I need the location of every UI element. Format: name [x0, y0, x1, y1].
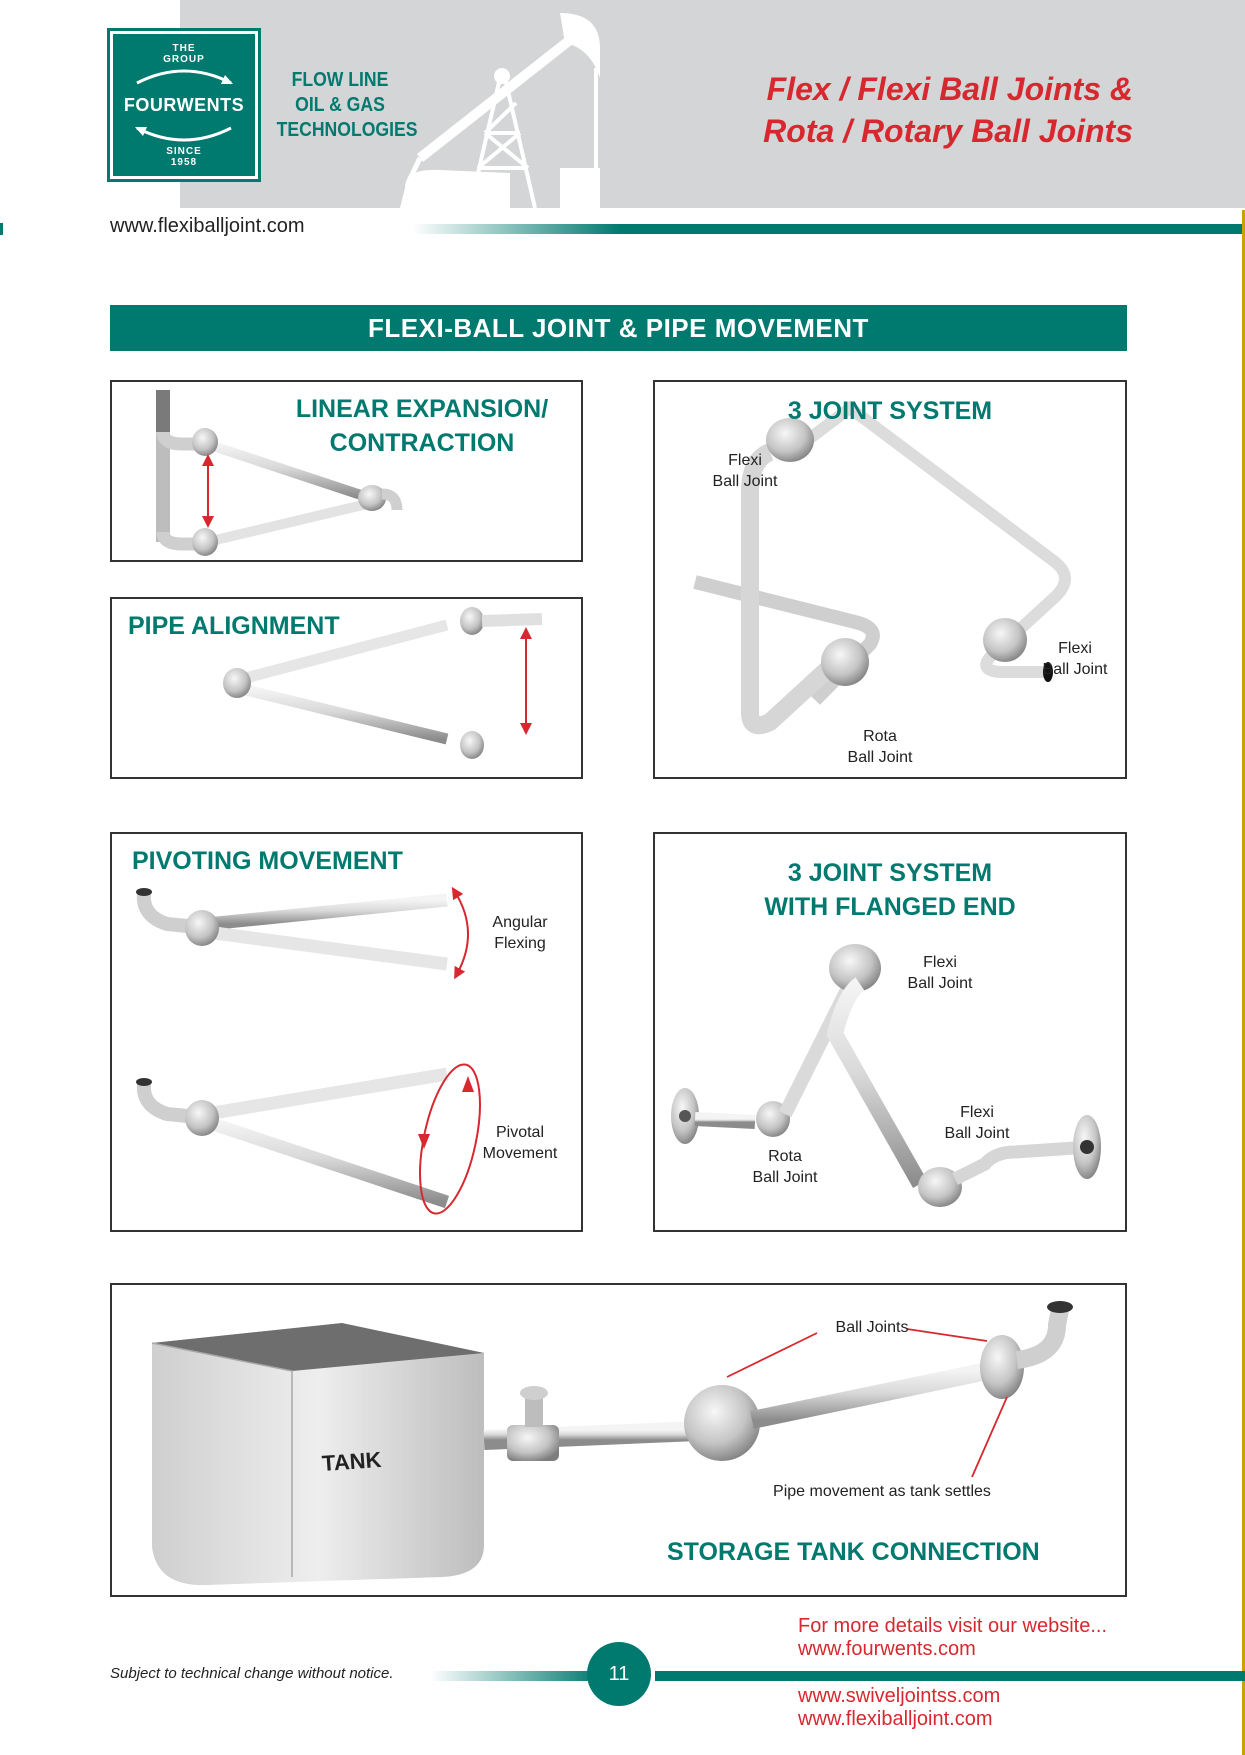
- document-title: [680, 68, 1133, 152]
- tank-label: TANK: [321, 1446, 383, 1477]
- footer-link-flexiballjoint[interactable]: www.flexiballjoint.com: [798, 1708, 993, 1730]
- panel-pipe-alignment: [110, 597, 583, 779]
- logo-arrow-arc-bottom: [129, 126, 239, 146]
- logo-since: SINCE 1958: [166, 145, 202, 168]
- tagline-line: OIL & GAS: [295, 94, 385, 116]
- label-pivotal-movement: Pivotal Movement: [482, 1124, 558, 1162]
- title-line: 3 JOINT SYSTEM: [787, 859, 993, 887]
- label-flexi-ball-joint-top: Flexi Ball Joint: [907, 954, 973, 992]
- footer-disclaimer: Subject to technical change without notice.: [110, 1665, 394, 1682]
- oil-pumpjack-silhouette: [400, 8, 610, 208]
- section-banner: FLEXI-BALL JOINT & PIPE MOVEMENT: [110, 305, 1127, 351]
- logo-arrow-arc-top: [129, 65, 239, 85]
- panel-three-joint-system: [653, 380, 1127, 779]
- page-number: 11: [587, 1642, 651, 1706]
- pivoting-movement-illustration: [112, 834, 581, 1230]
- logo-tagline: [276, 68, 418, 143]
- label-ball-joints: Ball Joints: [835, 1319, 909, 1336]
- company-logo: [110, 31, 258, 179]
- panel-title-pivoting: PIVOTING MOVEMENT: [132, 847, 403, 875]
- footer-link-swiveljoints[interactable]: www.swiveljointss.com: [798, 1685, 1001, 1707]
- title-line-1: Flex / Flexi Ball Joints &: [766, 71, 1133, 107]
- title-line: CONTRACTION: [329, 429, 515, 457]
- footer-divider-left: [430, 1671, 600, 1681]
- tagline-line: TECHNOLOGIES: [276, 119, 418, 141]
- header-divider: [412, 224, 1245, 234]
- panel-storage-tank-connection: [110, 1283, 1127, 1597]
- label-pipe-movement: Pipe movement as tank settles: [773, 1483, 991, 1500]
- tagline-line: FLOW LINE: [291, 69, 389, 91]
- panel-title-storage-tank: STORAGE TANK CONNECTION: [667, 1538, 1040, 1566]
- label-rota-ball-joint: Rota Ball Joint: [847, 728, 913, 766]
- panel-linear-expansion: [110, 380, 583, 562]
- header-website-link[interactable]: www.flexiballjoint.com: [110, 215, 305, 237]
- panel-pivoting-movement: [110, 832, 583, 1232]
- label-flexi-ball-joint-bottom: Flexi Ball Joint: [944, 1104, 1010, 1142]
- label-angular-flexing: Angular Flexing: [492, 914, 548, 952]
- panel-title-linear: [272, 392, 572, 460]
- edge-mark: [0, 223, 3, 235]
- footer-divider-right: [655, 1671, 1245, 1681]
- title-line-2: Rota / Rotary Ball Joints: [763, 113, 1133, 149]
- footer-details-text: For more details visit our website...: [798, 1615, 1107, 1637]
- panel-title-three-joint: 3 JOINT SYSTEM: [787, 397, 993, 425]
- panel-flanged-end-system: [653, 832, 1127, 1232]
- label-flexi-ball-joint-right: Flexi Ball Joint: [1042, 640, 1108, 678]
- label-flexi-ball-joint-top: Flexi Ball Joint: [712, 452, 778, 490]
- logo-brand: FOURWENTS: [123, 94, 245, 115]
- panel-title-flanged: [655, 856, 1125, 924]
- panel-title-alignment: PIPE ALIGNMENT: [128, 612, 340, 640]
- three-joint-system-illustration: [655, 382, 1125, 777]
- title-line: WITH FLANGED END: [764, 893, 1016, 921]
- label-rota-ball-joint: Rota Ball Joint: [752, 1148, 818, 1186]
- title-line: LINEAR EXPANSION/: [295, 395, 549, 423]
- footer-link-fourwents[interactable]: www.fourwents.com: [798, 1638, 976, 1660]
- logo-the-group: THE GROUP: [163, 42, 205, 65]
